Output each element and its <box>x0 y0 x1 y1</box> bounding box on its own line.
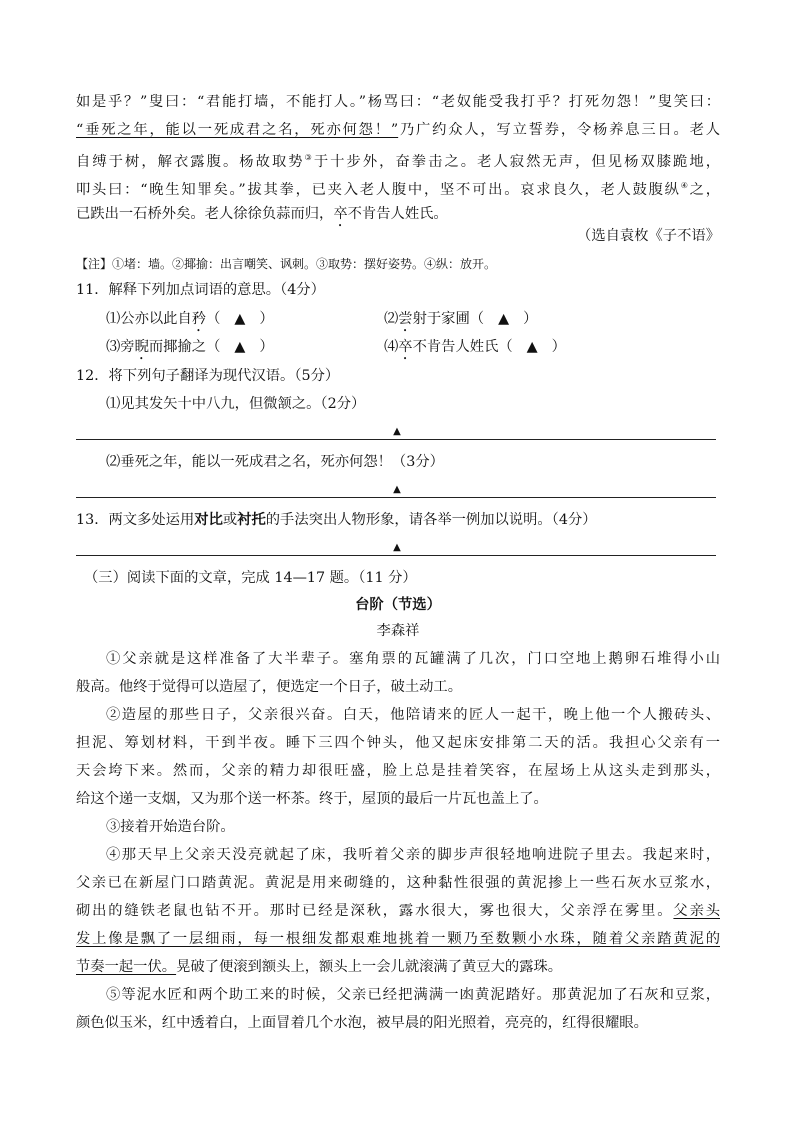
passage-text: 于十步外，奋拳击之。老人寂然无声，但见杨双膝跪地， <box>313 153 720 170</box>
article-title: 台阶（节选） <box>355 597 441 613</box>
dotted-word: 尝 <box>398 311 413 327</box>
article-line <box>76 929 720 949</box>
section-3-heading: （三）阅读下面的文章，完成 14—17 题。（11 分） <box>84 570 417 586</box>
article-line: ③接着开始造台阶。 <box>106 819 235 835</box>
answer-blank[interactable]: ▲ <box>498 311 510 327</box>
dotted-word: 睨 <box>134 339 149 355</box>
footnotes: 【注】①堵：墙。②揶揄：出言嘲笑、讽刺。③取势：摆好姿势。④纵：放开。 <box>76 257 497 271</box>
article-text: 晃破了便滚到额头上，额头上一会儿就滚满了黄豆大的露珠。 <box>176 959 563 975</box>
q11-item-3: ⑶旁睨而揶揄之（ ▲ ） <box>106 339 274 355</box>
question-11-stem: 11．解释下列加点词语的意思。（4分） <box>76 282 325 298</box>
question-13-stem: 13．两文多处运用对比或衬托的手法突出人物形象，请各举一例加以说明。（4分） <box>76 512 597 528</box>
q11-item-2: ⑵尝射于家圃（ ▲ ） <box>384 311 538 327</box>
article-line: 给这个递一支烟，又为那个送一杯茶。终于，屋顶的最后一片瓦也盖上了。 <box>76 791 548 807</box>
passage-text: 叩头曰：“晚生知罪矣。”拔其拳，已夹入老人腹中，坚不可出。哀求良久，老人鼓腹纵 <box>76 181 681 198</box>
passage-line <box>76 176 720 200</box>
article-line: 父亲已在新屋门口踏黄泥。黄泥是用来砌缝的，这种黏性很强的黄泥掺上一些石灰水豆浆水， <box>76 875 720 891</box>
article-line <box>76 901 720 921</box>
passage-text: 乃广约众人，写立誓券，令杨养息三日。老人 <box>398 122 720 138</box>
answer-mark: ▲ <box>393 484 401 495</box>
passage-line <box>76 148 720 172</box>
dotted-word: 矜 <box>191 311 207 327</box>
bold-term: 对比 <box>194 512 223 528</box>
q11-item-4: ⑷卒不肯告人姓氏（ ▲ ） <box>384 339 566 355</box>
answer-line-2[interactable] <box>76 497 716 498</box>
source-citation: （选自袁枚《子不语》 <box>577 228 720 244</box>
q12-sentence-1: ⑴见其发矢十中八九，但微颔之。（2分） <box>106 396 366 412</box>
answer-line-1[interactable] <box>76 439 716 440</box>
passage-line: 如是乎？”叟曰：“君能打墙，不能打人。”杨骂曰：“老奴能受我打乎？打死勿怨！”叟笑曰： <box>76 94 720 110</box>
answer-line-3[interactable] <box>76 555 716 556</box>
dotted-word: 卒 <box>333 206 348 222</box>
answer-blank[interactable]: ▲ <box>526 339 538 355</box>
article-author: 李森祥 <box>376 623 420 639</box>
passage-text: 之， <box>689 181 720 198</box>
article-line: 般高。他终于觉得可以造屋了，便选定一个日子，破土动工。 <box>76 679 463 695</box>
article-line: ①父亲就是这样准备了大半辈子。塞角票的瓦罐满了几次，门口空地上鹅卵石堆得小山 <box>106 651 720 667</box>
bold-term: 衬托 <box>237 512 266 528</box>
footnote-marker: ④ <box>680 181 690 190</box>
underlined-sentence: 发上像是飘了一层细雨，每一根细发都艰难地挑着一颗乃至数颗小水珠，随着父亲踏黄泥的 <box>76 931 720 947</box>
article-text: 砌出的缝铁老鼠也钻不开。那时已经是深秋，露水很大，雾也很大，父亲浮在雾里。 <box>76 903 674 919</box>
underlined-sentence: 父亲头 <box>673 903 720 919</box>
question-12-stem: 12．将下列句子翻译为现代汉语。（5分） <box>76 368 340 384</box>
passage-text: 已跌出一石桥外矣。老人徐徐负蒜而归， <box>76 206 334 222</box>
footnote-marker: ③ <box>304 153 314 162</box>
q12-sentence-2: ⑵垂死之年，能以一死成君之名，死亦何怨！（3分） <box>106 454 444 470</box>
answer-blank[interactable]: ▲ <box>234 339 246 355</box>
article-line: 颜色似玉米，红中透着白，上面冒着几个水泡，被早晨的阳光照着，亮亮的，红得很耀眼。 <box>76 1015 648 1031</box>
article-line: ⑤等泥水匠和两个助工来的时候，父亲已经把满满一凼黄泥踏好。那黄泥加了石灰和豆浆， <box>106 987 720 1003</box>
passage-line <box>76 120 720 140</box>
article-line: 担泥、筹划材料，干到半夜。睡下三四个钟头，他又起床安排第二天的活。我担心父亲有一 <box>76 735 720 751</box>
underlined-sentence: “垂死之年，能以一死成君之名，死亦何怨！” <box>76 122 399 138</box>
article-line <box>76 957 720 977</box>
answer-blank[interactable]: ▲ <box>234 311 246 327</box>
underlined-sentence: 节奏一起一伏。 <box>76 959 177 975</box>
article-line: ④那天早上父亲天没亮就起了床，我听着父亲的脚步声很轻地响进院子里去。我起来时， <box>106 847 720 863</box>
article-line: ②造屋的那些日子，父亲很兴奋。白天，他陪请来的匠人一起干，晚上他一个人搬砖头、 <box>106 707 720 723</box>
answer-mark: ▲ <box>393 426 401 437</box>
article-line: 天会垮下来。然而，父亲的精力却很旺盛，脸上总是挂着笑容，在屋场上从这头走到那头， <box>76 763 720 779</box>
answer-mark: ▲ <box>393 542 401 553</box>
passage-text: 不肯告人姓氏。 <box>347 206 448 222</box>
dotted-word: 卒 <box>398 339 413 355</box>
passage-text: 自缚于树，解衣露腹。杨故取势 <box>76 153 305 170</box>
q11-item-1: ⑴公亦以此自矜（ ▲ ） <box>106 311 274 327</box>
